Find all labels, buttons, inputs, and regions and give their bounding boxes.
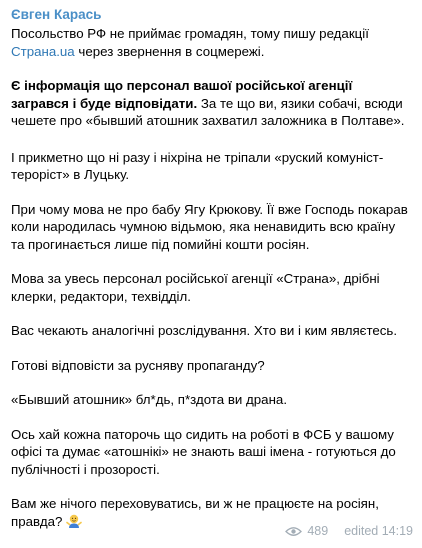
message-paragraph-3: І прикметно що ні разу і ніхрiна не тріпали «руский комуніст-терорiст» в Луцьку. (11, 149, 384, 182)
message-paragraph-5: Мова за увесь персонал російської агенції «Страна», дрібні клерки, редактори, техвідділ. (11, 271, 380, 304)
shrug-emoji-icon (66, 513, 82, 529)
paragraph-2-rest: За те що ви, язики собачі, всюди чешете про «бывший атошник захватил заложника в Полтаве». (11, 95, 405, 128)
message-paragraph-7: Готові відповісти за русняву пропаганду? (11, 357, 265, 373)
message-paragraph-6: Вас чекають аналогічні розслідування. Хто ви і ким являєтесь. (11, 323, 398, 338)
paragraph-2-bold: Є інформація що персонал вашої російської агенції загрався і буде відповідати. (11, 78, 353, 111)
message-paragraph-4: При чому мова не про бабу Ягу Крюкову. Її вже Господь покарав коли народилась чумною відьмою, яка ненавидить всю країну та прогинається лише під помийні кошти росіян. (11, 201, 408, 252)
sender-name[interactable]: Євген Карась (11, 7, 102, 22)
edited-timestamp: edited 14:19 (344, 523, 413, 538)
view-count: 489 (307, 523, 329, 538)
message-paragraph-8: «Бывший атошник» бл*дь, п*здота ви драна. (11, 392, 288, 407)
paragraph-1-text-b: через звернення в соцмережі. (74, 43, 265, 59)
paragraph-10-text: Вам же нічого переховуватись, ви ж не працюєте на росіян, правда? (11, 496, 379, 529)
message-paragraph-2 (11, 77, 412, 130)
message-paragraph-1 (11, 25, 412, 60)
message-meta (285, 523, 413, 541)
paragraph-1-text-a: Посольство РФ не приймає громадян, тому пишу редакції (11, 26, 369, 41)
views-eye-icon (285, 526, 302, 537)
message-paragraph-9: Ось хай кожна паторочь що сидить на роботі в ФСБ у вашому офісі та думає «атошнікі» не знають ваші імена - готуються до публічності і прозорості. (11, 426, 396, 477)
strana-link[interactable]: Страна.ua (11, 43, 75, 59)
